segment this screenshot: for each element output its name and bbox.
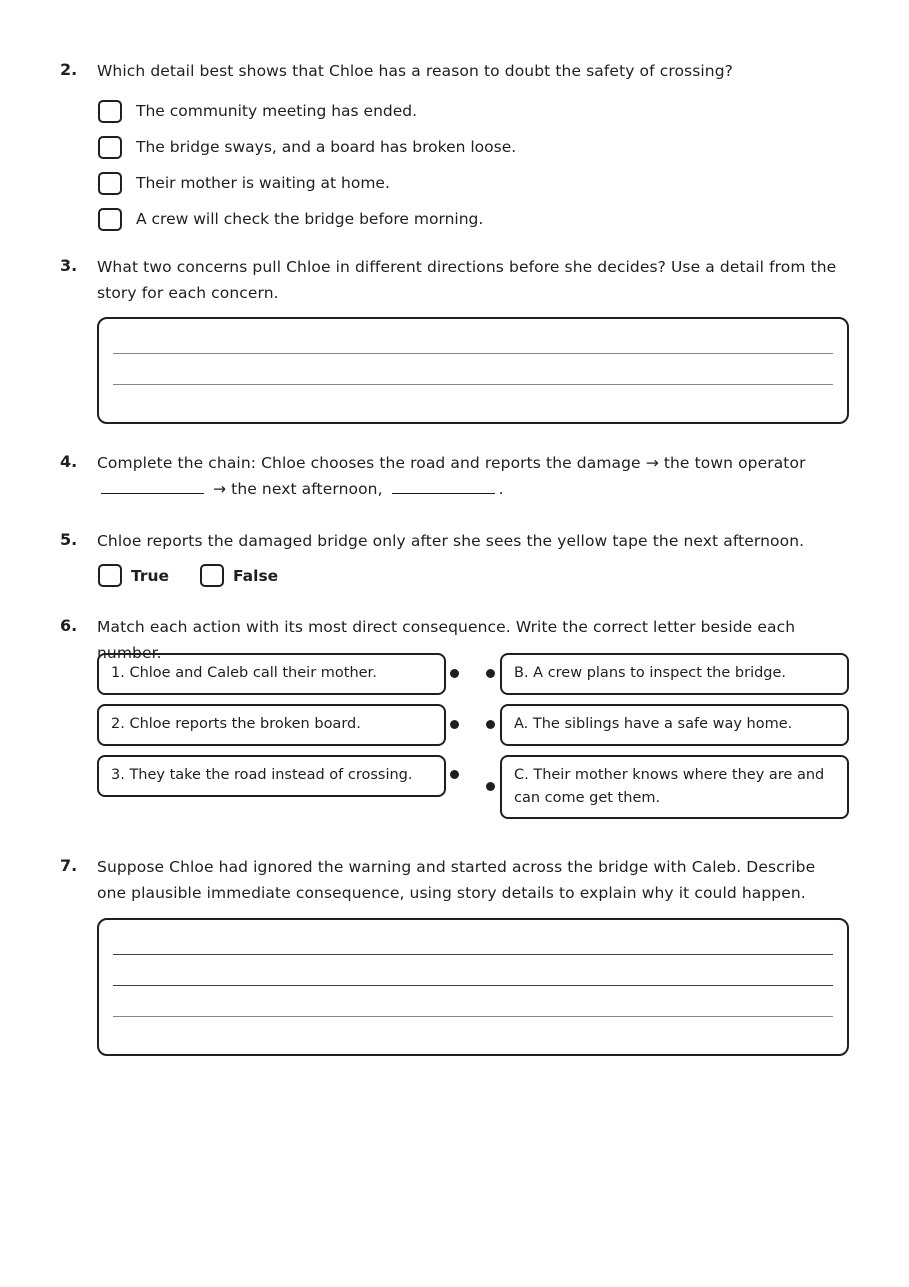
consequence-card-c[interactable]: C. Their mother knows where they are and can come get them. bbox=[500, 755, 849, 819]
false-label: False bbox=[233, 567, 279, 585]
question-4 bbox=[60, 450, 849, 502]
question-6 bbox=[60, 614, 849, 824]
question-text: Suppose Chloe had ignored the warning and started across the bridge with Caleb. Describe one plausible immediate consequence, using story details to explain why it could happen. bbox=[97, 858, 816, 902]
question-5 bbox=[60, 528, 849, 594]
writing-line bbox=[113, 954, 833, 955]
action-card-2[interactable]: 2. Chloe reports the broken board. bbox=[97, 704, 446, 746]
chain-text: → the next afternoon, bbox=[213, 480, 383, 498]
option-1[interactable] bbox=[97, 96, 849, 132]
writing-line bbox=[113, 353, 833, 354]
consequence-card-a[interactable]: A. The siblings have a safe way home. bbox=[500, 704, 849, 746]
true-checkbox[interactable] bbox=[98, 564, 122, 587]
question-number: 6. bbox=[60, 616, 78, 635]
question-7 bbox=[60, 854, 849, 1058]
checkbox[interactable] bbox=[98, 172, 122, 195]
action-dot-3[interactable] bbox=[450, 770, 459, 779]
question-text-line-2 bbox=[97, 476, 849, 502]
question-text: Match each action with its most direct consequence. Write the correct letter beside each number. bbox=[97, 618, 796, 662]
option-label: The community meeting has ended. bbox=[136, 102, 418, 120]
answer-blank-2[interactable] bbox=[392, 479, 495, 494]
consequence-card-b[interactable]: B. A crew plans to inspect the bridge. bbox=[500, 653, 849, 695]
question-3 bbox=[60, 254, 849, 426]
consequence-dot-3[interactable] bbox=[486, 782, 495, 791]
question-number: 5. bbox=[60, 530, 78, 549]
question-number: 7. bbox=[60, 856, 78, 875]
answer-box[interactable] bbox=[97, 317, 849, 424]
answer-box[interactable] bbox=[97, 918, 849, 1056]
option-3[interactable] bbox=[97, 168, 849, 204]
option-4[interactable] bbox=[97, 204, 849, 240]
question-2 bbox=[60, 58, 849, 240]
question-text: Which detail best shows that Chloe has a reason to doubt the safety of crossing? bbox=[97, 62, 733, 80]
writing-line bbox=[113, 1016, 833, 1017]
consequence-dot-1[interactable] bbox=[486, 669, 495, 678]
question-number: 3. bbox=[60, 256, 78, 275]
question-number: 4. bbox=[60, 452, 78, 471]
question-text: Chloe reports the damaged bridge only after she sees the yellow tape the next afternoon. bbox=[97, 532, 805, 550]
checkbox[interactable] bbox=[98, 208, 122, 231]
false-checkbox[interactable] bbox=[200, 564, 224, 587]
checkbox[interactable] bbox=[98, 136, 122, 159]
action-dot-1[interactable] bbox=[450, 669, 459, 678]
option-label: Their mother is waiting at home. bbox=[136, 174, 390, 192]
action-card-1[interactable]: 1. Chloe and Caleb call their mother. bbox=[97, 653, 446, 695]
consequence-dot-2[interactable] bbox=[486, 720, 495, 729]
question-text: Complete the chain: Chloe chooses the road and reports the damage → the town operator bbox=[97, 454, 806, 472]
option-label: A crew will check the bridge before morning. bbox=[136, 210, 484, 228]
question-number: 2. bbox=[60, 60, 78, 79]
writing-line bbox=[113, 384, 833, 385]
true-label: True bbox=[131, 567, 170, 585]
writing-line bbox=[113, 985, 833, 986]
option-2[interactable] bbox=[97, 132, 849, 168]
chain-end: . bbox=[498, 480, 504, 498]
option-label: The bridge sways, and a board has broken loose. bbox=[136, 138, 517, 156]
answer-blank-1[interactable] bbox=[101, 479, 204, 494]
action-card-3[interactable]: 3. They take the road instead of crossing. bbox=[97, 755, 446, 797]
action-dot-2[interactable] bbox=[450, 720, 459, 729]
question-text: What two concerns pull Chloe in different directions before she decides? Use a detail from the story for each concern. bbox=[97, 258, 837, 302]
checkbox[interactable] bbox=[98, 100, 122, 123]
